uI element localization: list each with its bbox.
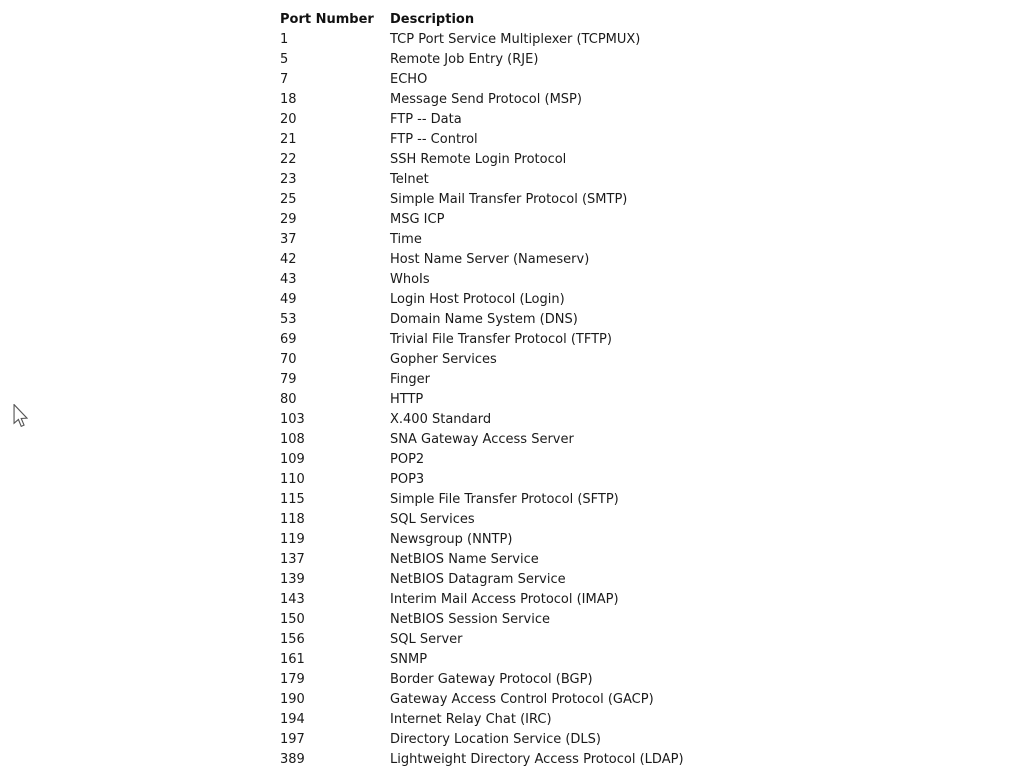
description-cell: Message Send Protocol (MSP) (390, 92, 582, 107)
description-cell: POP2 (390, 452, 425, 467)
port-number-cell: 37 (280, 232, 297, 247)
table-row (280, 130, 684, 150)
table-row (280, 170, 684, 190)
table-row (280, 670, 684, 690)
port-number-cell: 103 (280, 412, 305, 427)
table-row (280, 650, 684, 670)
port-number-cell: 69 (280, 332, 297, 347)
description-cell: Host Name Server (Nameserv) (390, 252, 590, 267)
table-row (280, 190, 684, 210)
description-cell: Gopher Services (390, 352, 497, 367)
table-row (280, 710, 684, 730)
table-row (280, 150, 684, 170)
port-number-cell: 70 (280, 352, 297, 367)
table-row (280, 210, 684, 230)
port-number-cell: 80 (280, 392, 297, 407)
port-number-cell: 18 (280, 92, 297, 107)
table-row (280, 450, 684, 470)
port-number-cell: 143 (280, 592, 305, 607)
port-number-cell: 42 (280, 252, 297, 267)
port-number-cell: 20 (280, 112, 297, 127)
table-row (280, 430, 684, 450)
table-row (280, 270, 684, 290)
port-number-cell: 21 (280, 132, 297, 147)
description-cell: SQL Server (390, 632, 463, 647)
description-cell: SSH Remote Login Protocol (390, 152, 567, 167)
port-number-cell: 7 (280, 72, 289, 87)
port-number-cell: 25 (280, 192, 297, 207)
port-number-cell: 109 (280, 452, 305, 467)
port-number-cell: 179 (280, 672, 305, 687)
description-cell: ECHO (390, 72, 428, 87)
table-row (280, 530, 684, 550)
description-cell: NetBIOS Session Service (390, 612, 550, 627)
table-body (280, 30, 684, 770)
description-cell: X.400 Standard (390, 412, 492, 427)
table-row (280, 750, 684, 770)
description-cell: SNA Gateway Access Server (390, 432, 574, 447)
table-row (280, 730, 684, 750)
table-row (280, 550, 684, 570)
table-row (280, 110, 684, 130)
description-cell: Internet Relay Chat (IRC) (390, 712, 552, 727)
port-number-cell: 150 (280, 612, 305, 627)
table-row (280, 470, 684, 490)
table-row (280, 330, 684, 350)
mouse-cursor-arrow-icon (13, 404, 28, 427)
description-cell: Border Gateway Protocol (BGP) (390, 672, 593, 687)
table-row (280, 610, 684, 630)
description-cell: Telnet (390, 172, 429, 187)
port-number-cell: 49 (280, 292, 297, 307)
description-cell: Simple File Transfer Protocol (SFTP) (390, 492, 619, 507)
port-number-cell: 156 (280, 632, 305, 647)
description-cell: Remote Job Entry (RJE) (390, 52, 539, 67)
port-number-cell: 115 (280, 492, 305, 507)
description-cell: NetBIOS Name Service (390, 552, 539, 567)
description-cell: Directory Location Service (DLS) (390, 732, 601, 747)
port-number-cell: 108 (280, 432, 305, 447)
column-header-description: Description (390, 12, 475, 27)
description-cell: TCP Port Service Multiplexer (TCPMUX) (390, 32, 641, 47)
description-cell: Trivial File Transfer Protocol (TFTP) (390, 332, 612, 347)
table-row (280, 290, 684, 310)
table-row (280, 30, 684, 50)
port-number-cell: 194 (280, 712, 305, 727)
port-number-cell: 197 (280, 732, 305, 747)
table-row (280, 410, 684, 430)
description-cell: MSG ICP (390, 212, 445, 227)
description-cell: WhoIs (390, 272, 430, 287)
description-cell: SNMP (390, 652, 428, 667)
table-header-row (280, 10, 684, 30)
description-cell: Interim Mail Access Protocol (IMAP) (390, 592, 619, 607)
description-cell: HTTP (390, 392, 424, 407)
port-number-cell: 79 (280, 372, 297, 387)
table-row (280, 590, 684, 610)
description-cell: POP3 (390, 472, 425, 487)
table-row (280, 90, 684, 110)
table-row (280, 50, 684, 70)
port-number-cell: 161 (280, 652, 305, 667)
table-row (280, 230, 684, 250)
description-cell: FTP -- Data (390, 112, 462, 127)
table-row (280, 510, 684, 530)
port-number-cell: 190 (280, 692, 305, 707)
port-number-cell: 22 (280, 152, 297, 167)
column-header-port-number: Port Number (280, 12, 374, 27)
port-number-cell: 110 (280, 472, 305, 487)
port-number-cell: 118 (280, 512, 305, 527)
port-number-cell: 137 (280, 552, 305, 567)
port-number-cell: 53 (280, 312, 297, 327)
description-cell: Domain Name System (DNS) (390, 312, 578, 327)
table-row (280, 350, 684, 370)
port-number-cell: 1 (280, 32, 289, 47)
port-number-cell: 389 (280, 752, 305, 767)
table-row (280, 250, 684, 270)
description-cell: Lightweight Directory Access Protocol (LDAP) (390, 752, 684, 767)
port-number-cell: 29 (280, 212, 297, 227)
table-row (280, 310, 684, 330)
table-row (280, 690, 684, 710)
table-row (280, 390, 684, 410)
table-row (280, 630, 684, 650)
port-number-table (280, 10, 684, 770)
port-number-cell: 119 (280, 532, 305, 547)
port-number-cell: 43 (280, 272, 297, 287)
description-cell: FTP -- Control (390, 132, 478, 147)
description-cell: Login Host Protocol (Login) (390, 292, 565, 307)
port-number-cell: 139 (280, 572, 305, 587)
description-cell: Newsgroup (NNTP) (390, 532, 513, 547)
description-cell: Gateway Access Control Protocol (GACP) (390, 692, 654, 707)
description-cell: Finger (390, 372, 430, 387)
table-row (280, 70, 684, 90)
description-cell: Time (390, 232, 422, 247)
description-cell: NetBIOS Datagram Service (390, 572, 566, 587)
table-row (280, 490, 684, 510)
table-row (280, 570, 684, 590)
table-row (280, 370, 684, 390)
description-cell: Simple Mail Transfer Protocol (SMTP) (390, 192, 628, 207)
port-number-cell: 23 (280, 172, 297, 187)
port-number-cell: 5 (280, 52, 289, 67)
description-cell: SQL Services (390, 512, 475, 527)
